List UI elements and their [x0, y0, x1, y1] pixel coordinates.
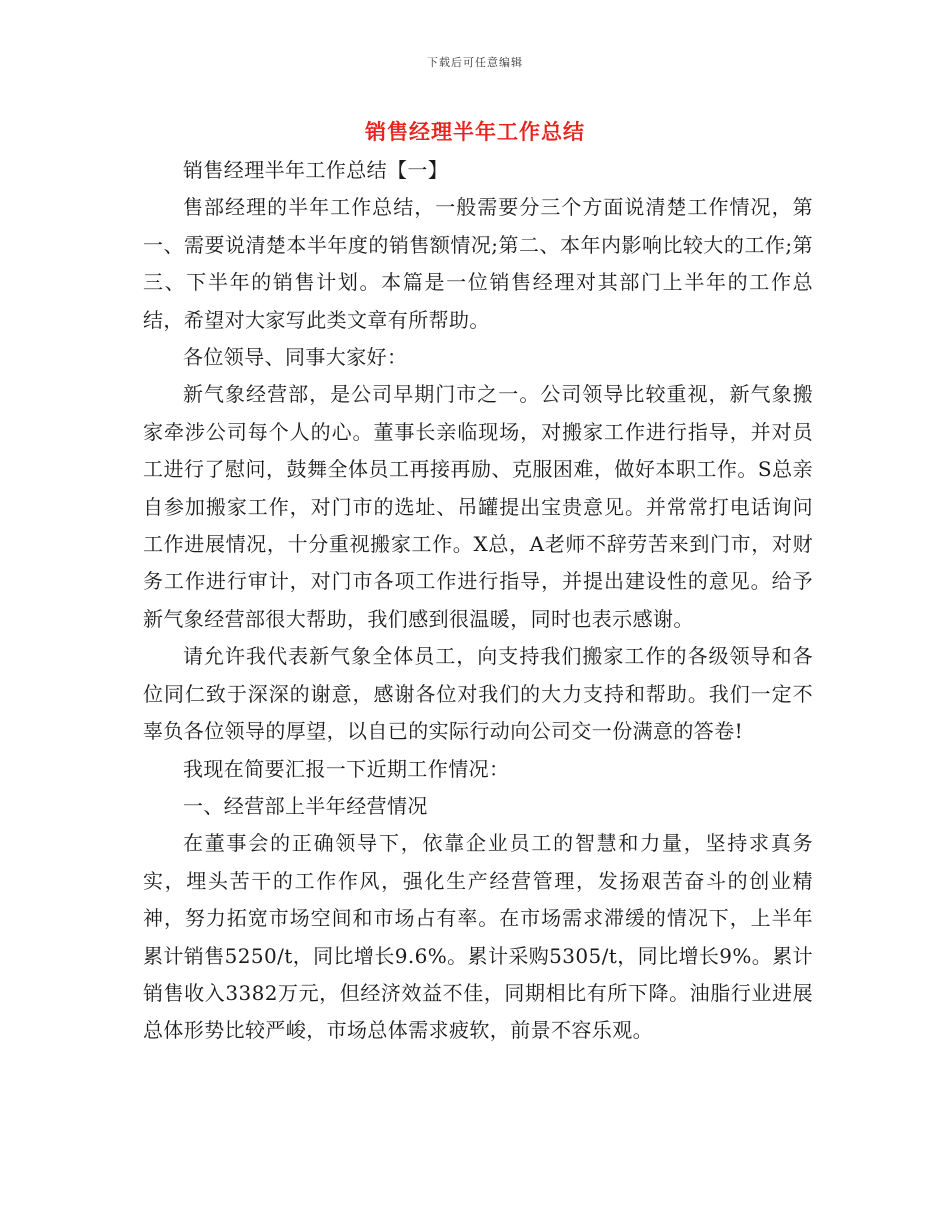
document-body: [143, 152, 813, 1050]
greeting-paragraph: 各位领导、同事大家好：: [183, 345, 408, 370]
section-heading: 销售经理半年工作总结【一】: [183, 158, 449, 182]
body-paragraph: 在董事会的正确领导下，依靠企业员工的智慧和力量，坚持求真务实，埋头苦干的工作作风，强化生产经营管理，发扬艰苦奋斗的创业精神，努力拓宽市场空间和市场占有率。在市场需求滞缓的情况下，上半年累计销售5250/t，同比增长9.6%。累计采购5305/t，同比增长9%。累计销售收入3382万元，但经济效益不佳，同期相比有所下降。油脂行业进展总体形势比较严峻，市场总体需求疲软，前景不容乐观。: [143, 831, 813, 1043]
body-paragraph: 我现在简要汇报一下近期工作情况：: [183, 756, 510, 781]
subsection-heading: 一、经营部上半年经营情况: [183, 793, 428, 818]
header-note: 下载后可任意编辑: [427, 56, 523, 69]
body-paragraph: 新气象经营部，是公司早期门市之一。公司领导比较重视，新气象搬家牵涉公司每个人的心。董事长亲临现场，对搬家工作进行指导，并对员工进行了慰问，鼓舞全体员工再接再励、克服困难，做好本职工作。S总亲自参加搬家工作，对门市的选址、吊罐提出宝贵意见。并常常打电话询问工作进展情况，十分重视搬家工作。X总，A老师不辞劳苦来到门市，对财务工作进行审计，对门市各项工作进行指导，并提出建设性的意见。给予新气象经营部很大帮助，我们感到很温暖，同时也表示感谢。: [143, 382, 813, 631]
document-title: 销售经理半年工作总结: [365, 120, 585, 144]
body-paragraph: 请允许我代表新气象全体员工，向支持我们搬家工作的各级领导和各位同仁致于深深的谢意，感谢各位对我们的大力支持和帮助。我们一定不辜负各位领导的厚望，以自已的实际行动向公司交一份满意的答卷!: [143, 644, 813, 744]
intro-paragraph: 售部经理的半年工作总结，一般需要分三个方面说清楚工作情况，第一、需要说清楚本半年度的销售额情况;第二、本年内影响比较大的工作;第三、下半年的销售计划。本篇是一位销售经理对其部门上半年的工作总结，希望对大家写此类文章有所帮助。: [143, 195, 813, 332]
